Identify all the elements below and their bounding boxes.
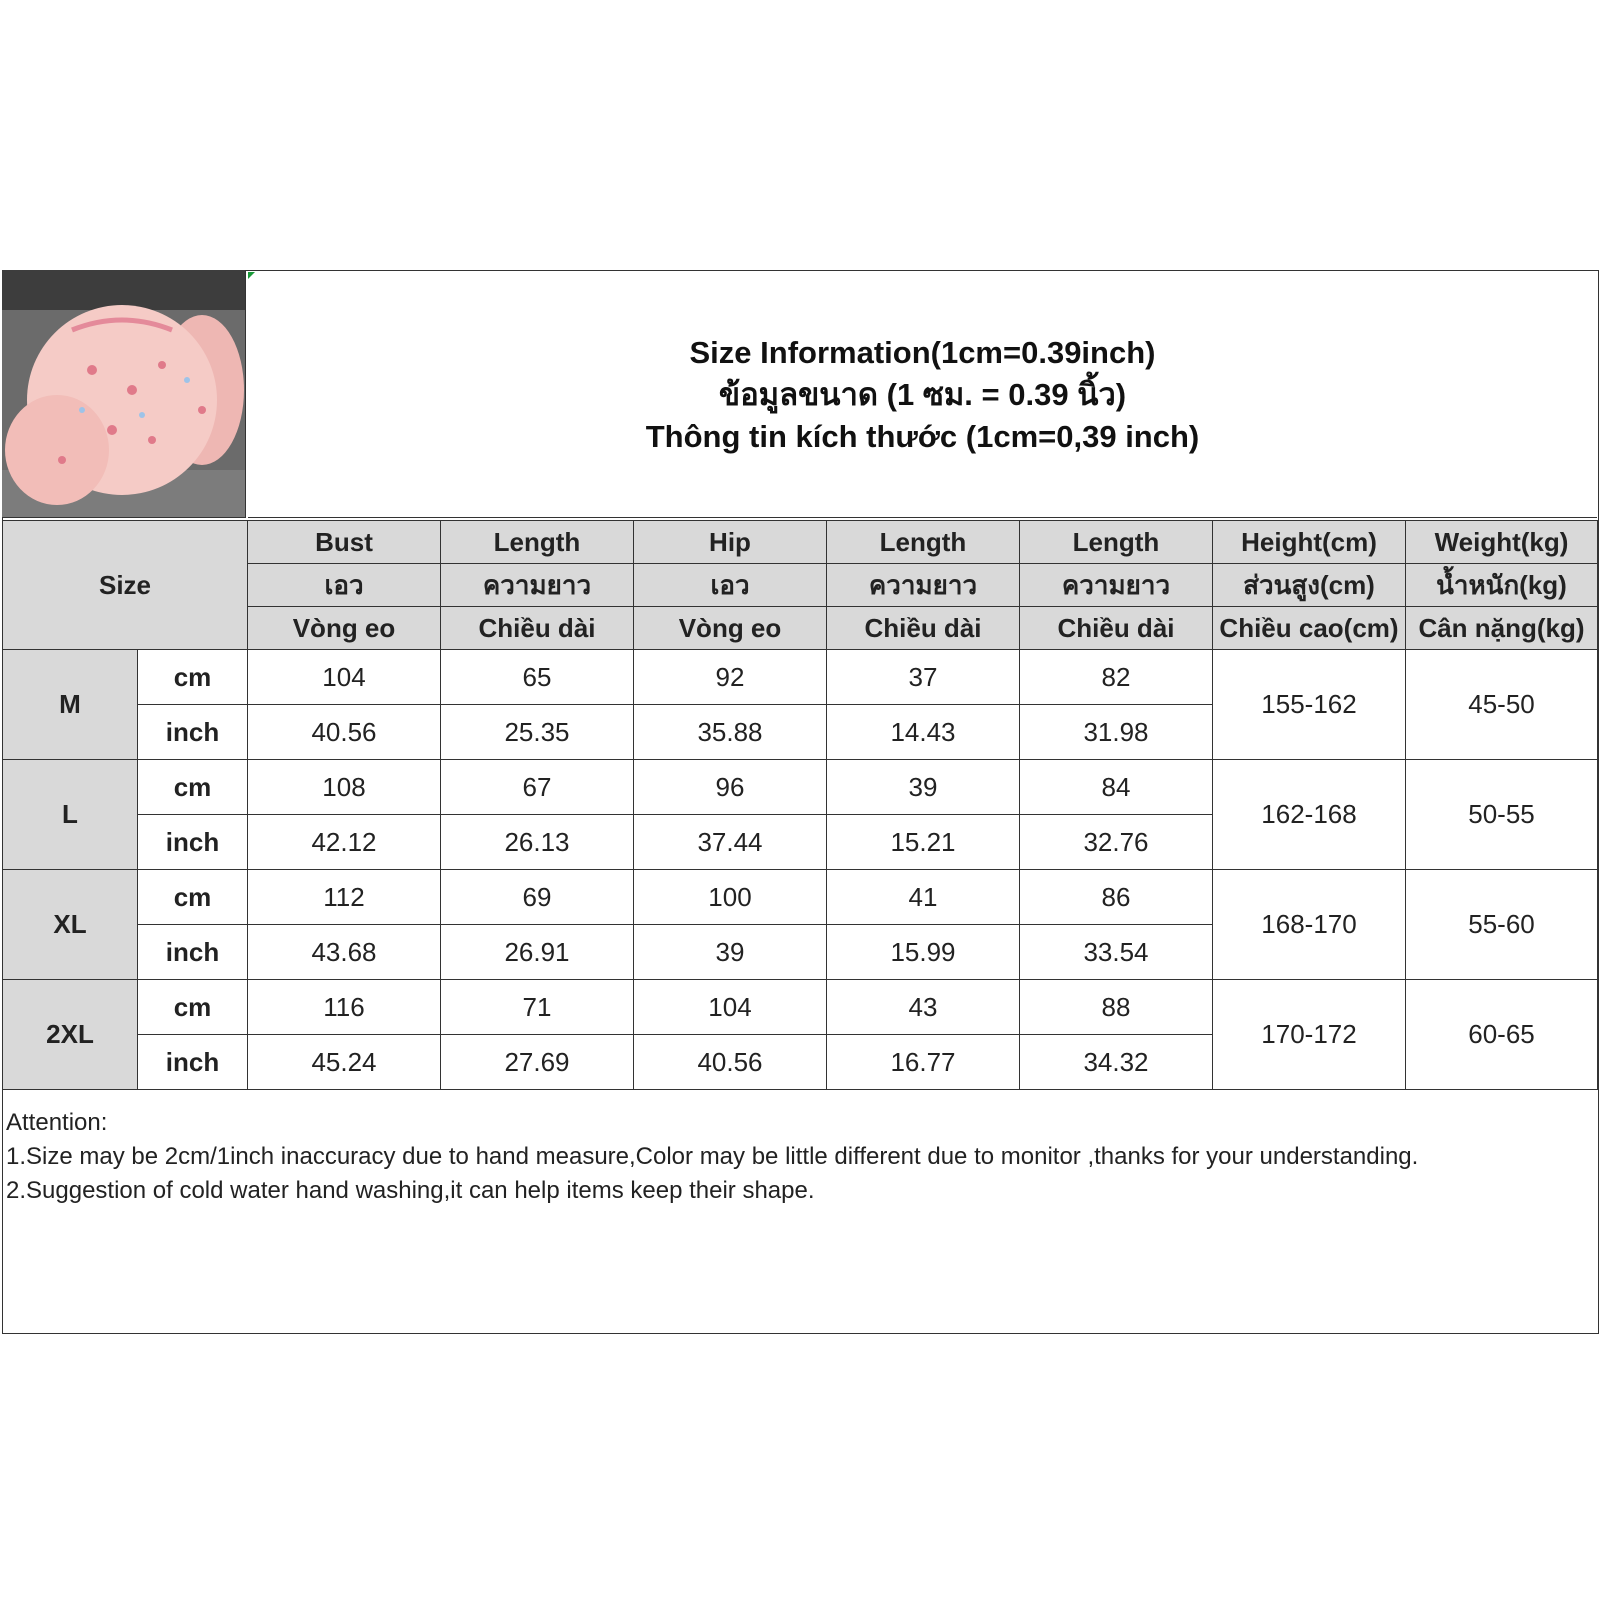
size-row: [3, 870, 1598, 925]
size-name-cell: 2XL: [3, 980, 138, 1090]
unit-cell: cm: [138, 760, 248, 815]
col-header-en: Weight(kg): [1406, 521, 1598, 564]
col-header-th: น้ำหนัก(kg): [1406, 564, 1598, 607]
height-cell: 162-168: [1213, 760, 1406, 870]
measure-cell: 15.21: [827, 815, 1020, 870]
weight-cell: 50-55: [1406, 760, 1598, 870]
weight-cell: 55-60: [1406, 870, 1598, 980]
pajama-photo-icon: [2, 270, 246, 518]
measure-cell: 33.54: [1020, 925, 1213, 980]
col-header-vi: Chiều dài: [1020, 607, 1213, 650]
measure-cell: 14.43: [827, 705, 1020, 760]
measure-cell: 43: [827, 980, 1020, 1035]
measure-cell: 112: [248, 870, 441, 925]
measure-cell: 42.12: [248, 815, 441, 870]
size-name-cell: XL: [3, 870, 138, 980]
measure-cell: 45.24: [248, 1035, 441, 1090]
col-header-en: Height(cm): [1213, 521, 1406, 564]
measure-cell: 100: [634, 870, 827, 925]
unit-cell: inch: [138, 925, 248, 980]
size-name-cell: L: [3, 760, 138, 870]
attention-notes: [6, 1106, 1586, 1208]
measure-cell: 104: [248, 650, 441, 705]
unit-cell: cm: [138, 650, 248, 705]
size-header: Size: [3, 521, 248, 650]
measure-cell: 96: [634, 760, 827, 815]
col-header-en: Length: [1020, 521, 1213, 564]
unit-cell: cm: [138, 980, 248, 1035]
col-header-en: Length: [827, 521, 1020, 564]
measure-cell: 32.76: [1020, 815, 1213, 870]
col-header-en: Bust: [248, 521, 441, 564]
measure-cell: 27.69: [441, 1035, 634, 1090]
measure-cell: 16.77: [827, 1035, 1020, 1090]
measure-cell: 37: [827, 650, 1020, 705]
height-cell: 155-162: [1213, 650, 1406, 760]
col-header-vi: Chiều dài: [827, 607, 1020, 650]
col-header-en: Length: [441, 521, 634, 564]
col-header-vi: Vòng eo: [248, 607, 441, 650]
col-header-th: ความยาว: [441, 564, 634, 607]
product-photo: [2, 270, 246, 518]
measure-cell: 67: [441, 760, 634, 815]
col-header-en: Hip: [634, 521, 827, 564]
measure-cell: 39: [634, 925, 827, 980]
col-header-th: ความยาว: [1020, 564, 1213, 607]
measure-cell: 39: [827, 760, 1020, 815]
size-table: [2, 520, 1598, 1090]
measure-cell: 37.44: [634, 815, 827, 870]
unit-cell: inch: [138, 815, 248, 870]
weight-cell: 60-65: [1406, 980, 1598, 1090]
size-name-cell: M: [3, 650, 138, 760]
col-header-th: เอว: [248, 564, 441, 607]
col-header-th: เอว: [634, 564, 827, 607]
size-row: [3, 980, 1598, 1035]
measure-cell: 88: [1020, 980, 1213, 1035]
measure-cell: 40.56: [248, 705, 441, 760]
size-row: [3, 650, 1598, 705]
measure-cell: 35.88: [634, 705, 827, 760]
title-english: Size Information(1cm=0.39inch): [689, 334, 1156, 370]
col-header-vi: Vòng eo: [634, 607, 827, 650]
title-vietnamese: Thông tin kích thước (1cm=0,39 inch): [645, 418, 1200, 454]
height-cell: 168-170: [1213, 870, 1406, 980]
col-header-vi: Chiều cao(cm): [1213, 607, 1406, 650]
col-header-th: ส่วนสูง(cm): [1213, 564, 1406, 607]
measure-cell: 82: [1020, 650, 1213, 705]
notes-line-2: 2.Suggestion of cold water hand washing,it can help items keep their shape.: [6, 1177, 815, 1204]
measure-cell: 116: [248, 980, 441, 1035]
measure-cell: 86: [1020, 870, 1213, 925]
measure-cell: 31.98: [1020, 705, 1213, 760]
measure-cell: 108: [248, 760, 441, 815]
unit-cell: inch: [138, 705, 248, 760]
title-thai: ข้อมูลขนาด (1 ซม. = 0.39 นิ้ว): [718, 376, 1127, 412]
height-cell: 170-172: [1213, 980, 1406, 1090]
notes-heading: Attention:: [6, 1109, 108, 1136]
col-header-vi: Cân nặng(kg): [1406, 607, 1598, 650]
measure-cell: 71: [441, 980, 634, 1035]
measure-cell: 41: [827, 870, 1020, 925]
measure-cell: 65: [441, 650, 634, 705]
measure-cell: 84: [1020, 760, 1213, 815]
unit-cell: cm: [138, 870, 248, 925]
measure-cell: 43.68: [248, 925, 441, 980]
measure-cell: 34.32: [1020, 1035, 1213, 1090]
unit-cell: inch: [138, 1035, 248, 1090]
weight-cell: 45-50: [1406, 650, 1598, 760]
measure-cell: 26.13: [441, 815, 634, 870]
col-header-vi: Chiều dài: [441, 607, 634, 650]
measure-cell: 104: [634, 980, 827, 1035]
measure-cell: 92: [634, 650, 827, 705]
measure-cell: 26.91: [441, 925, 634, 980]
measure-cell: 40.56: [634, 1035, 827, 1090]
col-header-th: ความยาว: [827, 564, 1020, 607]
size-info-title: [248, 272, 1597, 518]
notes-line-1: 1.Size may be 2cm/1inch inaccuracy due to hand measure,Color may be little different due to monitor ,thanks for your understanding.: [6, 1143, 1419, 1170]
measure-cell: 15.99: [827, 925, 1020, 980]
size-row: [3, 760, 1598, 815]
measure-cell: 25.35: [441, 705, 634, 760]
measure-cell: 69: [441, 870, 634, 925]
